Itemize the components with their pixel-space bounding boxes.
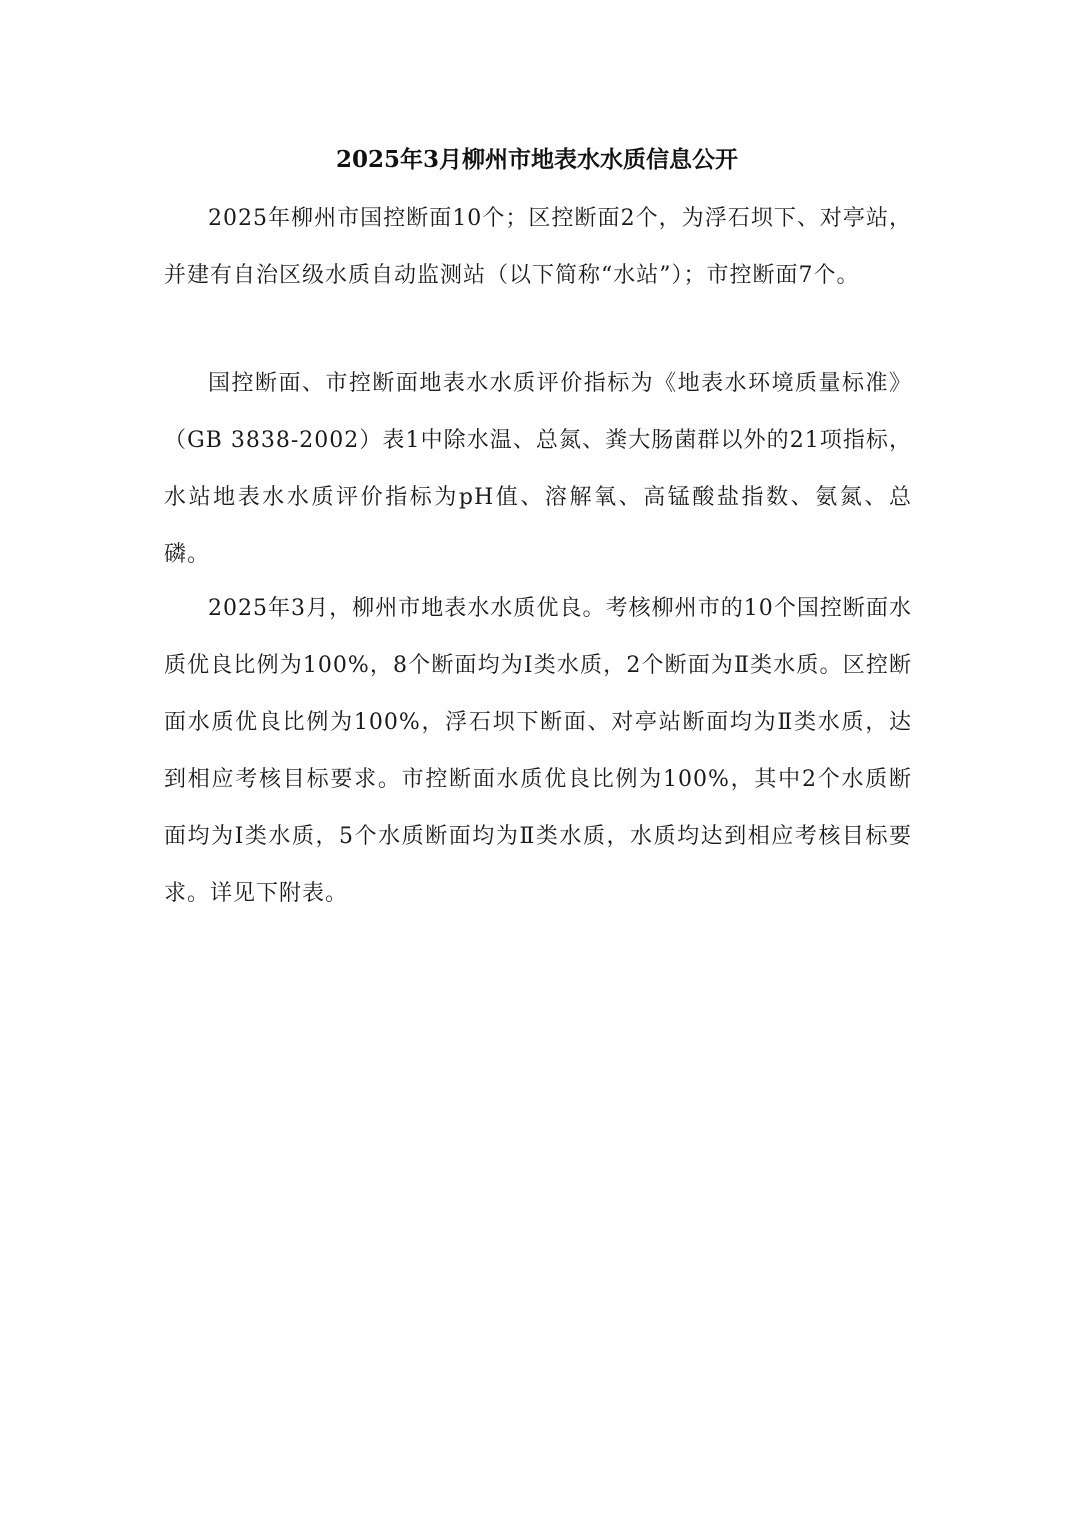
paragraph-monitoring-sections: 2025年柳州市国控断面10个；区控断面2个，为浮石坝下、对亭站，并建有自治区级水质自动监测站（以下简称“水站”）；市控断面7个。 (164, 206, 912, 288)
paragraph-evaluation-indicators: 国控断面、市控断面地表水水质评价指标为《地表水环境质量标准》（GB 3838-2002）表1中除水温、总氮、粪大肠菌群以外的21项指标，水站地表水水质评价指标为pH值、溶解氧、高锰酸盐指数、氨氮、总磷。 (164, 371, 912, 567)
paragraph-water-quality-results: 2025年3月，柳州市地表水水质优良。考核柳州市的10个国控断面水质优良比例为100%，8个断面均为Ⅰ类水质，2个断面为Ⅱ类水质。区控断面水质优良比例为100%，浮石坝下断面、对亭站断面均为Ⅱ类水质，达到相应考核目标要求。市控断面水质优良比例为100%，其中2个水质断面均为Ⅰ类水质，5个水质断面均为Ⅱ类水质，水质均达到相应考核目标要求。详见下附表。 (164, 596, 912, 906)
document-title: 2025年3月柳州市地表水水质信息公开 (335, 146, 739, 173)
